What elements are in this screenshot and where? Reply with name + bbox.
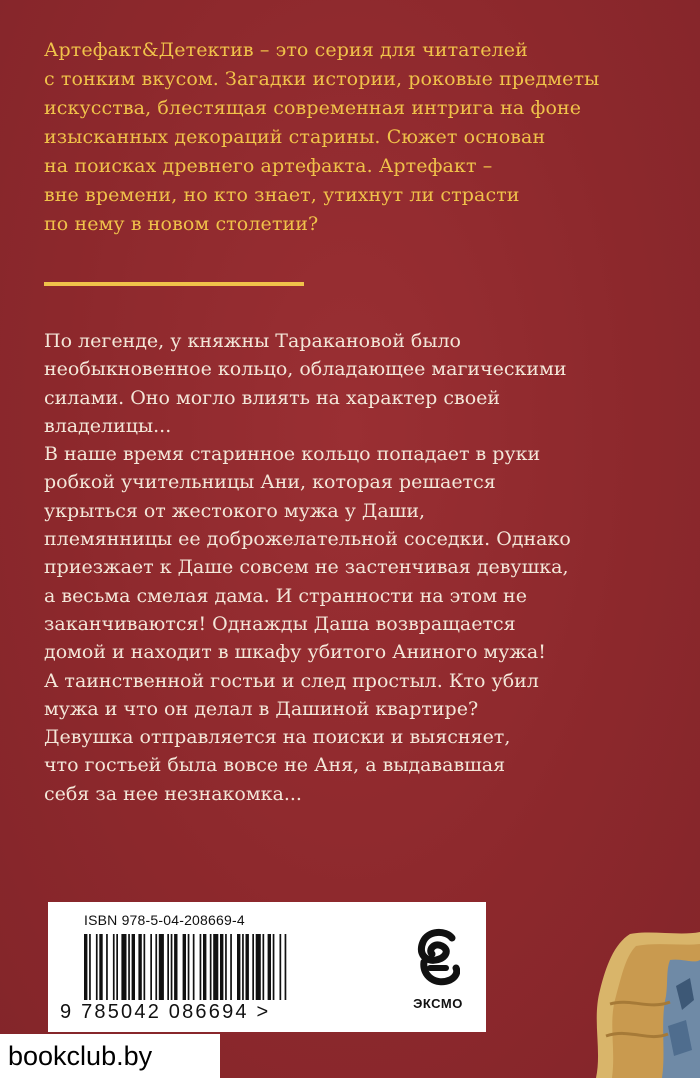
description-line: а весьма смелая дама. И странности на этом не bbox=[44, 584, 527, 607]
description-line: заканчиваются! Однажды Даша возвращается bbox=[44, 612, 516, 635]
isbn-label: ISBN 978-5-04-208669-4 bbox=[84, 912, 245, 928]
series-blurb-line: вне времени, но кто знает, утихнут ли страсти bbox=[44, 184, 520, 206]
description-line: Девушка отправляется на поиски и выясняет, bbox=[44, 726, 511, 749]
series-blurb-line: Артефакт&Детектив – это серия для читателей bbox=[44, 39, 528, 61]
series-blurb-line: изысканных декораций старины. Сюжет основан bbox=[44, 126, 546, 148]
publisher-name: ЭКСМО bbox=[413, 996, 463, 1011]
description-line: себя за нее незнакомка... bbox=[44, 782, 302, 805]
gold-divider bbox=[44, 282, 304, 286]
description-line: силами. Оно могло влиять на характер своей bbox=[44, 386, 501, 409]
description-line: домой и находит в шкафу убитого Аниного мужа! bbox=[44, 641, 546, 664]
description-line: робкой учительницы Ани, которая решается bbox=[44, 471, 496, 494]
publisher-panel bbox=[390, 902, 486, 1032]
description-line: владелицы... bbox=[44, 414, 172, 437]
series-blurb-line: искусства, блестящая современная интрига на фоне bbox=[44, 97, 582, 119]
description-line: что гостьей была вовсе не Аня, а выдававшая bbox=[44, 754, 506, 777]
parchment-scroll-image bbox=[590, 930, 700, 1078]
eksmo-logo-icon bbox=[416, 928, 460, 988]
barcode-icon bbox=[84, 934, 354, 1000]
description-line: В наше время старинное кольцо попадает в руки bbox=[44, 443, 541, 466]
series-blurb-line: с тонким вкусом. Загадки истории, роковые предметы bbox=[44, 68, 600, 90]
description-line: необыкновенное кольцо, обладающее магическими bbox=[44, 358, 567, 381]
site-watermark: bookclub.by bbox=[0, 1034, 220, 1078]
isbn-barcode-panel bbox=[48, 902, 390, 1032]
description-line: приезжает к Даше совсем не застенчивая девушка, bbox=[44, 556, 569, 579]
description-line: мужа и что он делал в Дашиной квартире? bbox=[44, 697, 479, 720]
description-line: укрыться от жестокого мужа у Даши, bbox=[44, 499, 426, 522]
series-blurb-line: на поисках древнего артефакта. Артефакт – bbox=[44, 155, 493, 177]
description-line: По легенде, у княжны Таракановой было bbox=[44, 330, 461, 352]
series-blurb bbox=[44, 36, 664, 239]
barcode-digits: 9 785042 086694 > bbox=[60, 1001, 271, 1023]
description-line: племянницы ее доброжелательной соседки. Однако bbox=[44, 528, 571, 551]
series-blurb-line: по нему в новом столетии? bbox=[44, 213, 319, 235]
description-line: А таинственной гостьи и след простыл. Кто убил bbox=[44, 669, 539, 692]
book-description bbox=[44, 327, 684, 808]
